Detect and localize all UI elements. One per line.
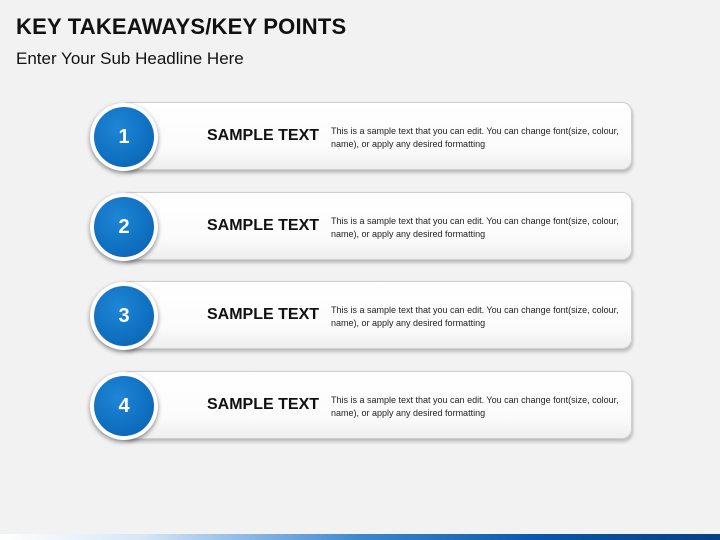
slide-title: KEY TAKEAWAYS/KEY POINTS [16,14,347,39]
key-point-heading: SAMPLE TEXT [207,396,320,413]
key-point-card [120,371,632,439]
number-badge [90,103,158,171]
key-point-row-4 [90,371,632,441]
key-point-description: This is a sample text that you can edit. You can change font(size, colour, name), or apply any desired formatting [331,216,619,239]
slide-subtitle: Enter Your Sub Headline Here [16,49,244,68]
key-point-card [120,192,632,260]
key-point-row-3 [90,281,632,351]
key-point-card [120,102,632,170]
number-badge [90,372,158,440]
bottom-accent-bar [0,534,720,540]
key-point-row-1 [90,102,632,172]
number-badge-label: 4 [94,376,154,436]
key-point-description: This is a sample text that you can edit. You can change font(size, colour, name), or apply any desired formatting [331,305,619,328]
key-point-card [120,281,632,349]
key-point-description: This is a sample text that you can edit. You can change font(size, colour, name), or apply any desired formatting [331,126,619,149]
number-badge-label: 2 [94,197,154,257]
key-point-row-2 [90,192,632,262]
key-point-heading: SAMPLE TEXT [207,217,320,234]
number-badge [90,282,158,350]
number-badge-label: 3 [94,286,154,346]
number-badge [90,193,158,261]
key-point-heading: SAMPLE TEXT [207,306,320,323]
number-badge-label: 1 [94,107,154,167]
key-point-description: This is a sample text that you can edit. You can change font(size, colour, name), or apply any desired formatting [331,395,619,418]
key-point-heading: SAMPLE TEXT [207,127,320,144]
